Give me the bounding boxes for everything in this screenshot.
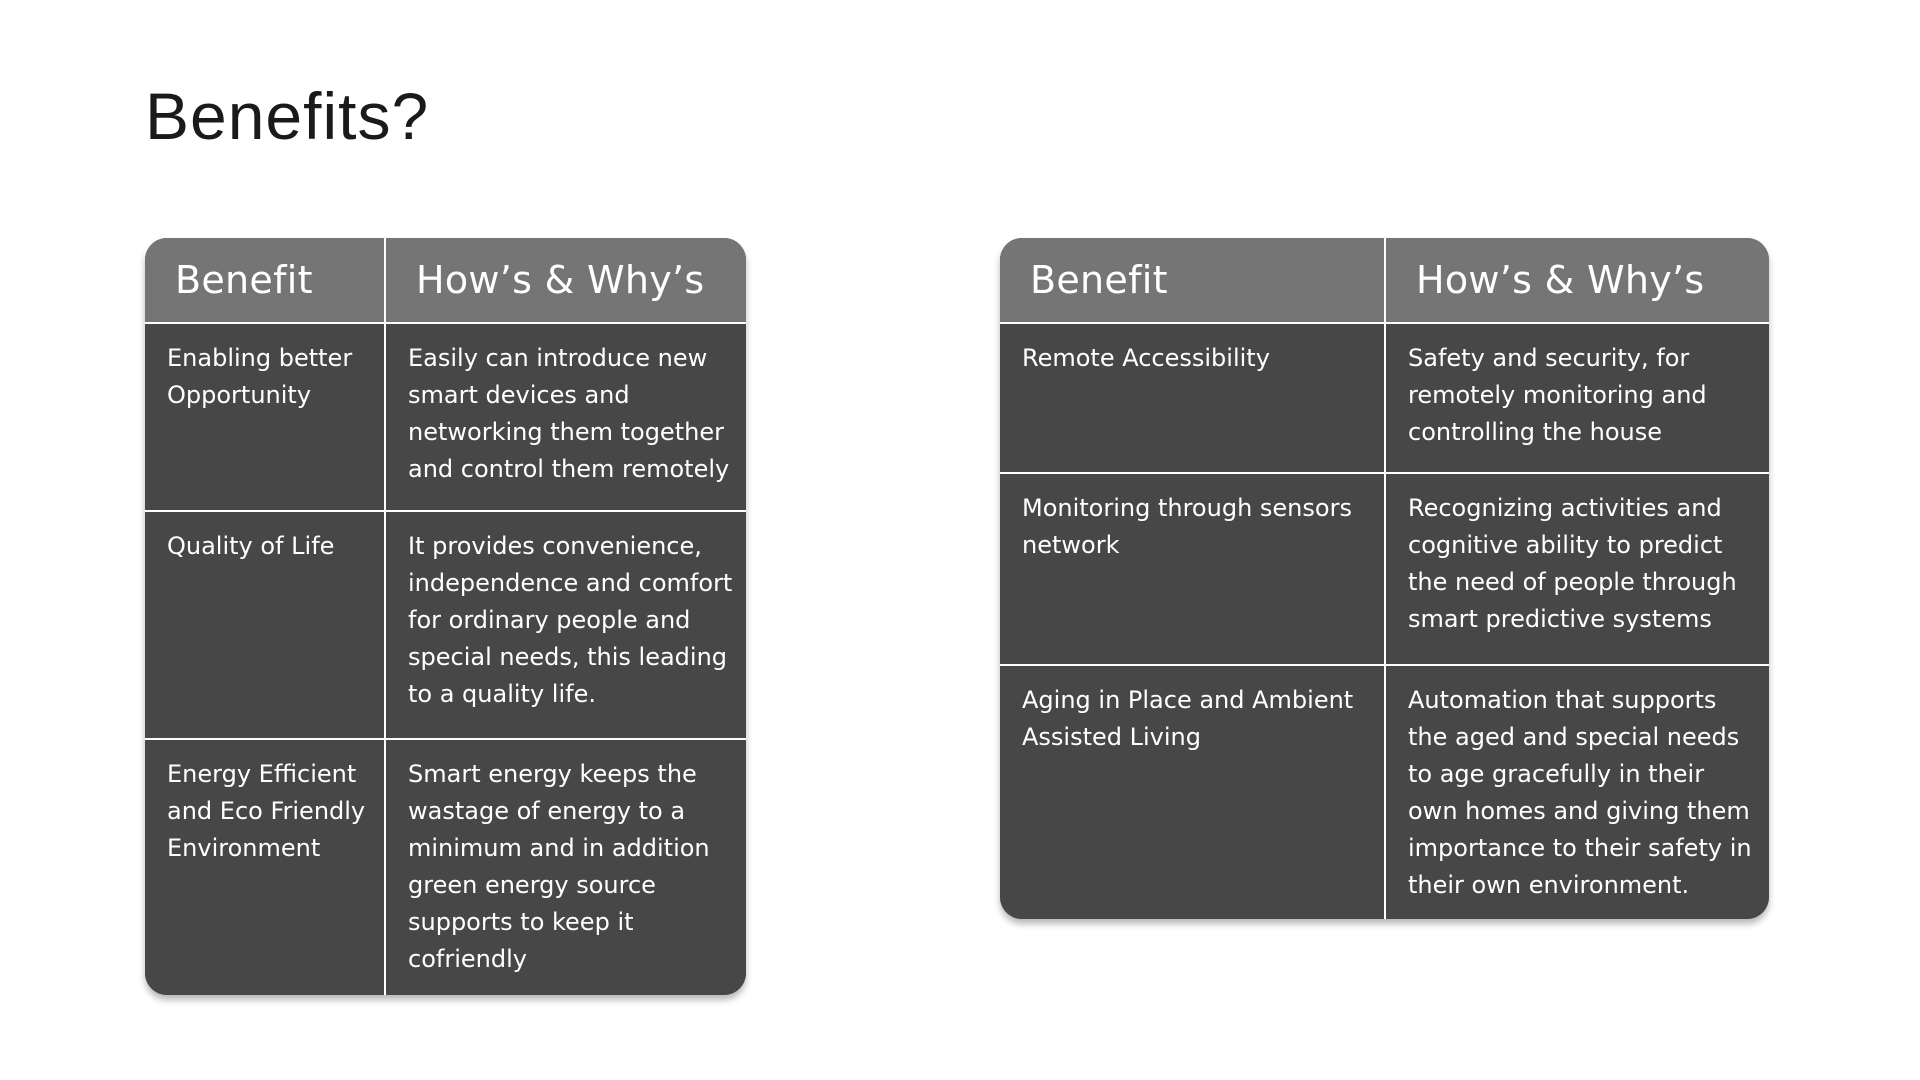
benefit-cell: Quality of Life bbox=[145, 511, 385, 739]
details-cell: Smart energy keeps the wastage of energy to a minimum and in addition green energy source supports to keep it cofriendly bbox=[385, 739, 746, 995]
details-cell: Recognizing activities and cognitive ability to predict the need of people through smart predictive systems bbox=[1385, 473, 1769, 665]
benefit-cell: Energy Efficient and Eco Friendly Environment bbox=[145, 739, 385, 995]
table-row bbox=[145, 739, 746, 995]
right-table bbox=[1000, 238, 1769, 919]
table-header-row bbox=[1000, 238, 1769, 323]
table-row bbox=[1000, 665, 1769, 919]
table-row bbox=[1000, 323, 1769, 473]
benefit-cell: Remote Accessibility bbox=[1000, 323, 1385, 473]
column-header-hows-whys: How’s & Why’s bbox=[1385, 238, 1769, 323]
details-cell: Automation that supports the aged and special needs to age gracefully in their own homes and giving them importance to their safety in their own environment. bbox=[1385, 665, 1769, 919]
benefit-cell: Enabling better Opportunity bbox=[145, 323, 385, 511]
table-row bbox=[145, 323, 746, 511]
left-table bbox=[145, 238, 746, 995]
details-cell: It provides convenience, independence and comfort for ordinary people and special needs, this leading to a quality life. bbox=[385, 511, 746, 739]
benefits-table-left bbox=[145, 238, 746, 995]
benefits-table-right bbox=[1000, 238, 1769, 919]
details-cell: Safety and security, for remotely monitoring and controlling the house bbox=[1385, 323, 1769, 473]
table-row bbox=[1000, 473, 1769, 665]
benefit-cell: Aging in Place and Ambient Assisted Living bbox=[1000, 665, 1385, 919]
column-header-benefit: Benefit bbox=[1000, 238, 1385, 323]
table-row bbox=[145, 511, 746, 739]
table-header-row bbox=[145, 238, 746, 323]
column-header-hows-whys: How’s & Why’s bbox=[385, 238, 746, 323]
column-header-benefit: Benefit bbox=[145, 238, 385, 323]
benefit-cell: Monitoring through sensors network bbox=[1000, 473, 1385, 665]
details-cell: Easily can introduce new smart devices and networking them together and control them remotely bbox=[385, 323, 746, 511]
page-title: Benefits? bbox=[145, 79, 430, 153]
